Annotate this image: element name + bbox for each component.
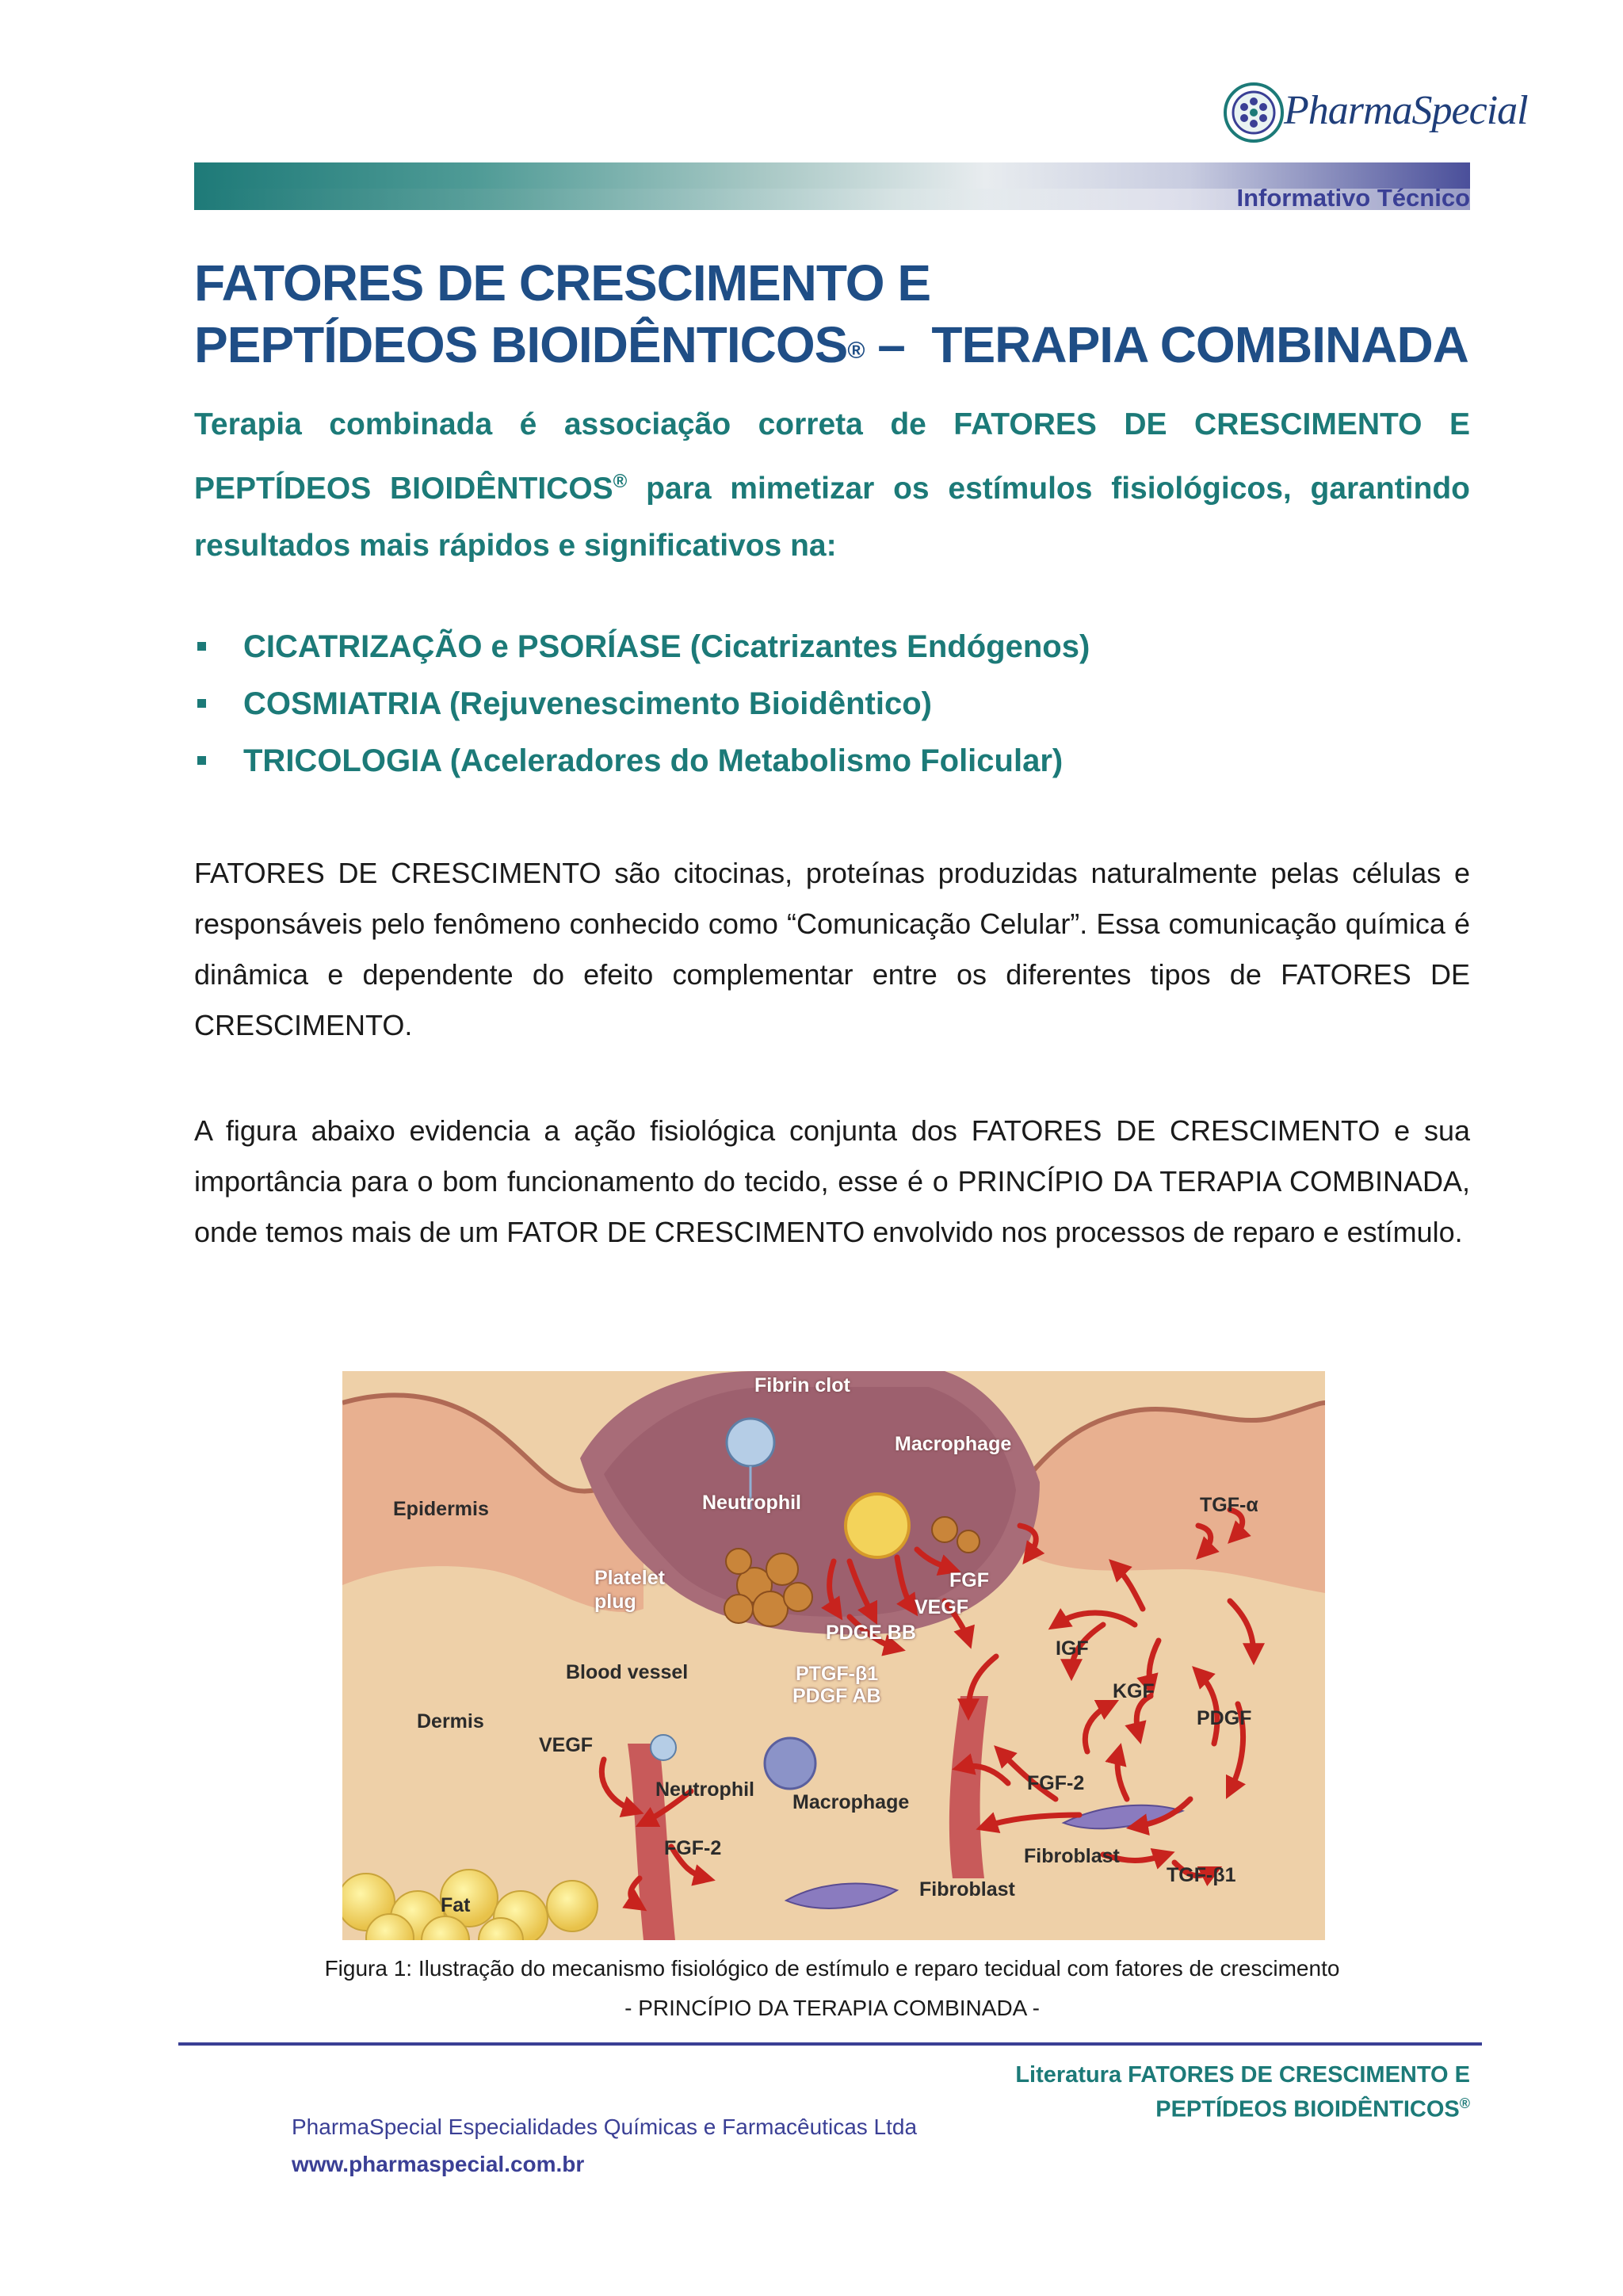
footer-website-link[interactable]: www.pharmaspecial.com.br (292, 2152, 585, 2176)
label-epidermis: Epidermis (393, 1498, 489, 1520)
tissue-diagram-icon (342, 1371, 1325, 1940)
label-fibroblast-right: Fibroblast (1024, 1845, 1120, 1867)
label-blood-vessel: Blood vessel (566, 1661, 689, 1683)
label-fgf2-left: FGF-2 (664, 1837, 722, 1859)
label-vegf-left: VEGF (539, 1734, 594, 1756)
footer-company-name: PharmaSpecial Especialidades Químicas e Farmacêuticas Ltda (292, 2115, 918, 2139)
label-igf: IGF (1056, 1637, 1089, 1660)
label-fgf: FGF (949, 1569, 989, 1591)
label-pdgf: PDGF (1197, 1707, 1252, 1729)
figure-caption: Figura 1: Ilustração do mecanismo fisiológico de estímulo e reparo tecidual com fatores de crescimento (324, 1956, 1340, 1981)
label-vegf-center: VEGF (915, 1596, 969, 1618)
document-type-label: Informativo Técnico (1236, 184, 1470, 212)
label-pdgf-ab: PDGF AB (792, 1685, 881, 1707)
brand-wordmark: PharmaSpecial (1284, 88, 1528, 133)
footer-divider (178, 2042, 1482, 2046)
lead-paragraph: Terapia combinada é associação correta de FATORES DE CRESCIMENTO E PEPTÍDEOS BIOIDÊNTICOS® para mimetizar os estímulos fisiológicos, garantindo resultados mais rápidos e significativos na: (194, 407, 1470, 563)
list-item: COSMIATRIA (Rejuvenescimento Bioidêntico) (194, 675, 1090, 732)
label-macrophage-top: Macrophage (895, 1433, 1012, 1455)
label-dermis: Dermis (417, 1710, 484, 1733)
label-platelet-plug: Platelet plug (594, 1567, 665, 1613)
label-ptgf-b1: PTGF-β1 (796, 1663, 879, 1685)
label-pdge-bb: PDGE BB (826, 1622, 916, 1644)
body-paragraph-2: A figura abaixo evidencia a ação fisiológica conjunta dos FATORES DE CRESCIMENTO e sua importância para o bom funcionamento do tecido, esse é o PRINCÍPIO DA TERAPIA COMBINADA, onde temos mais de um FATOR DE CRESCIMENTO envolvido nos processos de reparo e estímulo. (194, 1114, 1470, 1248)
application-list (194, 618, 1090, 789)
title-line-2: PEPTÍDEOS BIOIDÊNTICOS® – TERAPIA COMBINADA (194, 316, 1468, 373)
label-tgf-alpha: TGF-α (1200, 1494, 1258, 1516)
label-fibroblast-bottom: Fibroblast (919, 1878, 1015, 1901)
title-line-1: FATORES DE CRESCIMENTO E (194, 254, 931, 311)
label-neutrophil-bottom: Neutrophil (655, 1778, 754, 1801)
label-fat: Fat (441, 1894, 471, 1916)
body-paragraph-1: FATORES DE CRESCIMENTO são citocinas, proteínas produzidas naturalmente pelas células e responsáveis pelo fenômeno conhecido como “Comunicação Celular”. Essa comunicação química é dinâmica e dependente do efeito complementar entre os diferentes tipos de FATORES DE CRESCIMENTO. (194, 857, 1470, 1041)
label-fgf2-right: FGF-2 (1027, 1772, 1085, 1794)
wound-healing-illustration (342, 1371, 1325, 1940)
label-kgf: KGF (1113, 1680, 1155, 1702)
figure-caption-subtitle: - PRINCÍPIO DA TERAPIA COMBINADA - (624, 1996, 1040, 2020)
list-item: TRICOLOGIA (Aceleradores do Metabolismo Folicular) (194, 732, 1090, 789)
label-fibrin-clot: Fibrin clot (754, 1374, 850, 1396)
list-item: CICATRIZAÇÃO e PSORÍASE (Cicatrizantes Endógenos) (194, 618, 1090, 675)
footer-literature-title: Literatura FATORES DE CRESCIMENTO E PEPTÍDEOS BIOIDÊNTICOS® (1015, 2062, 1470, 2122)
label-neutrophil-top: Neutrophil (702, 1492, 801, 1514)
page-title (194, 252, 1468, 376)
label-tgf-b1: TGF-β1 (1167, 1864, 1236, 1886)
label-macrophage-bottom: Macrophage (792, 1791, 910, 1813)
